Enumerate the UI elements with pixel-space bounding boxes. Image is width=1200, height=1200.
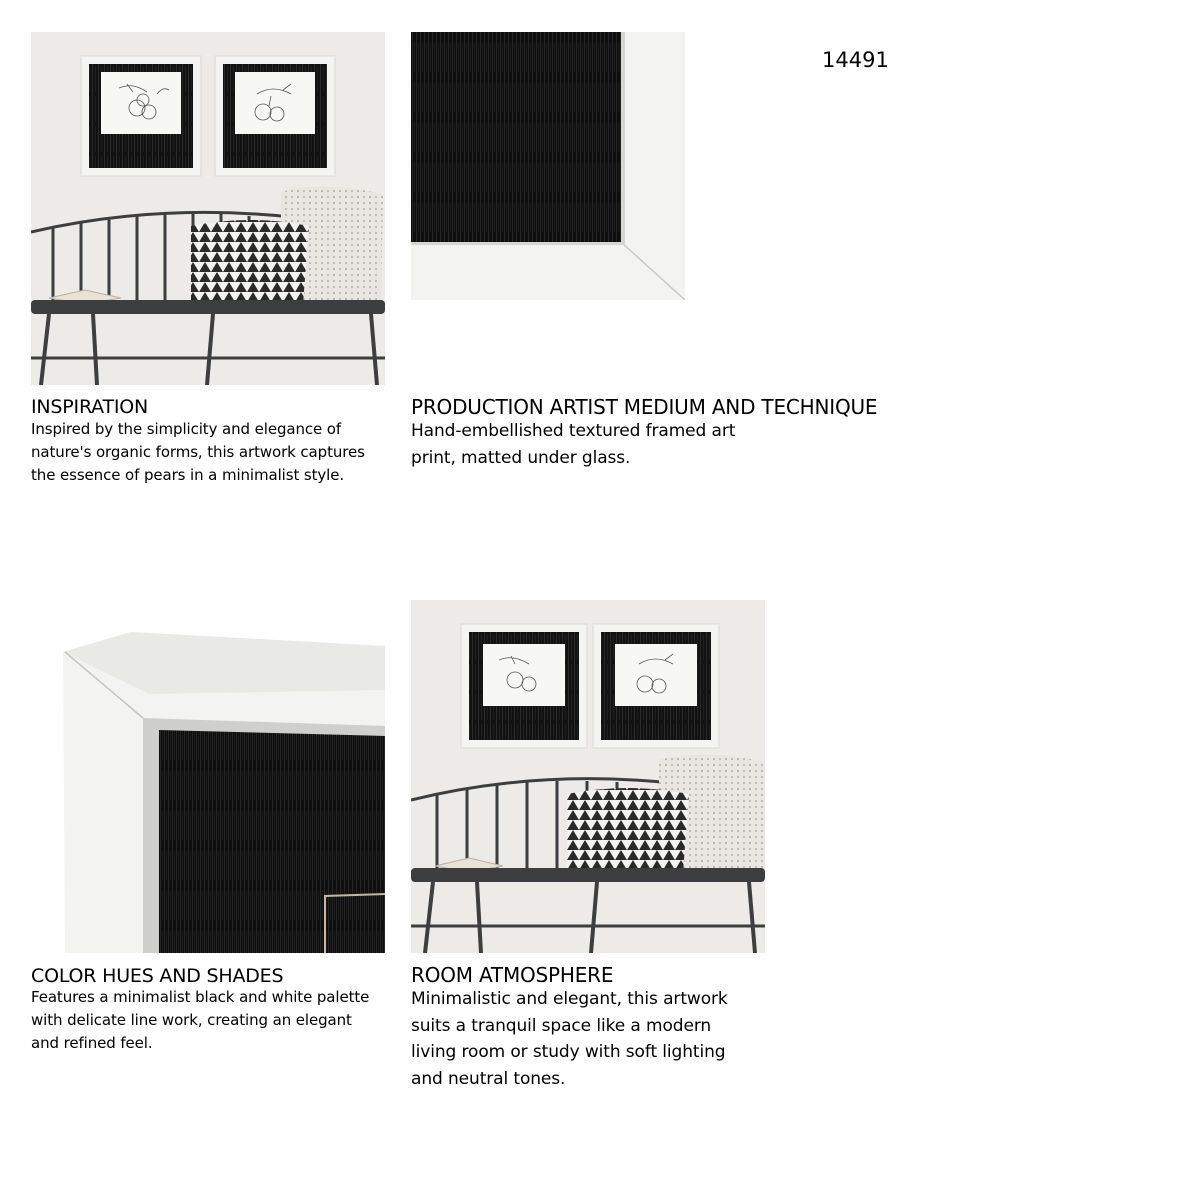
product-code: 14491 xyxy=(822,48,889,72)
color-heading: COLOR HUES AND SHADES xyxy=(31,965,284,987)
inspiration-text xyxy=(31,418,365,487)
color-line: and refined feel. xyxy=(31,1034,153,1052)
frame-corner-angle-illustration xyxy=(31,600,385,953)
color-line: with delicate line work, creating an elegant xyxy=(31,1011,352,1029)
frame-corner-angle-photo xyxy=(31,600,385,953)
production-line: print, matted under glass. xyxy=(411,447,631,468)
room-line: suits a tranquil space like a modern xyxy=(411,1015,712,1036)
color-line: Features a minimalist black and white palette xyxy=(31,988,370,1006)
production-text xyxy=(411,418,735,471)
room-scene-illustration-2 xyxy=(411,600,765,953)
inspiration-line: nature's organic forms, this artwork captures xyxy=(31,443,365,461)
production-line: Hand-embellished textured framed art xyxy=(411,421,736,441)
room-line: Minimalistic and elegant, this artwork xyxy=(411,989,728,1009)
room-heading: ROOM ATMOSPHERE xyxy=(411,963,614,987)
inspiration-line: Inspired by the simplicity and elegance of xyxy=(31,420,342,438)
inspiration-line: the essence of pears in a minimalist style. xyxy=(31,466,345,484)
framed-print-right xyxy=(215,56,335,176)
room-scene-photo-top xyxy=(31,32,385,385)
inspiration-heading: INSPIRATION xyxy=(31,396,149,418)
room-scene-illustration xyxy=(31,32,385,385)
framed-print-right xyxy=(593,624,719,748)
room-line: living room or study with soft lighting xyxy=(411,1042,726,1062)
framed-print-left xyxy=(461,624,587,748)
frame-corner-closeup-photo xyxy=(411,32,685,300)
room-line: and neutral tones. xyxy=(411,1068,566,1089)
frame-corner-illustration xyxy=(411,32,685,300)
color-text xyxy=(31,986,369,1055)
room-text xyxy=(411,986,728,1092)
production-heading: PRODUCTION ARTIST MEDIUM AND TECHNIQUE xyxy=(411,395,878,419)
framed-print-left xyxy=(81,56,201,176)
room-scene-photo-bottom xyxy=(411,600,765,953)
